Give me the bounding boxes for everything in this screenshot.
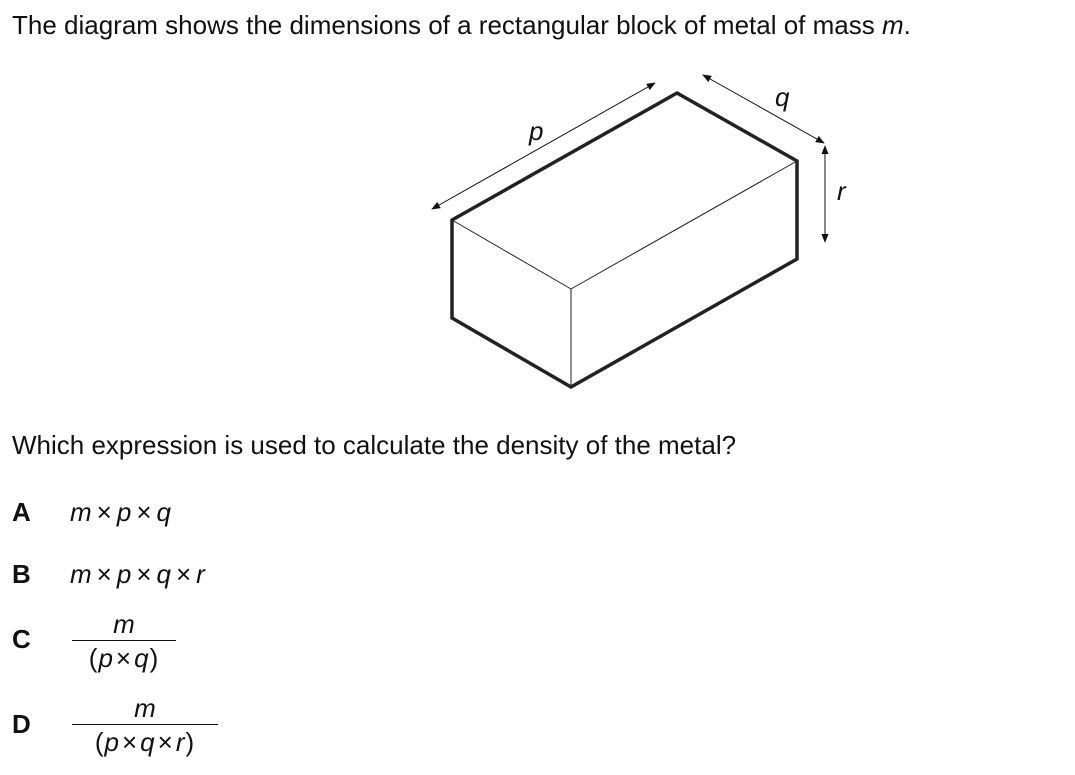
option-d-letter: D [12,709,31,739]
block-inner-edge-top [452,220,571,289]
question-text: Which expression is used to calculate the density of the metal? [12,430,737,460]
option-c-numerator: m [113,609,135,639]
stem-text-before: The diagram shows the dimensions of a rectangular block of metal of mass [12,10,882,40]
option-c-letter: C [12,624,31,654]
option-b[interactable] [12,559,312,591]
label-p: p [529,116,544,146]
option-a-letter: A [12,497,31,527]
option-d-fraction [72,694,218,757]
stem-text-after: . [903,10,911,40]
label-q: q [775,82,790,112]
option-c[interactable] [12,610,312,682]
label-r: r [837,176,846,206]
dimension-arrow-p [432,83,655,209]
option-d-denominator: (p×q×r) [94,727,196,757]
option-a-expression: m × p × q [70,497,172,527]
option-c-fraction-bar [72,640,176,641]
option-c-denominator: (p×q) [88,643,160,673]
block-inner-edge-right [571,161,797,289]
option-d[interactable] [12,694,312,768]
option-c-fraction [72,610,176,673]
option-b-expression: m × p × q × r [70,559,206,589]
stem-mass-variable: m [881,10,904,40]
option-d-numerator: m [134,693,156,723]
option-d-fraction-bar [72,724,218,725]
option-a[interactable] [12,497,312,529]
block-outline [452,93,797,387]
option-b-letter: B [12,559,31,589]
dimension-arrow-q [703,75,824,143]
